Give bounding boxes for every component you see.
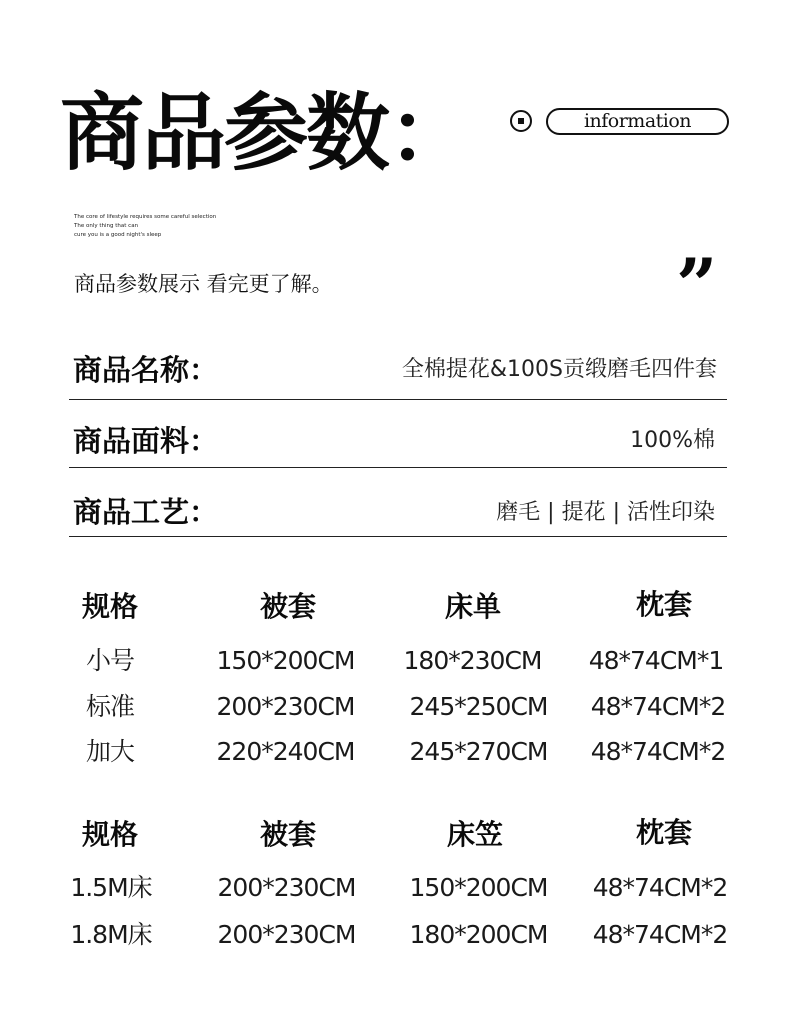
table-cell: 48*74CM*2	[592, 873, 728, 902]
table2-header-duvet: 被套	[259, 818, 316, 851]
tagline-line: cure you is a good night's sleep	[74, 232, 162, 238]
tagline	[74, 213, 294, 240]
spec-value-fabric: 100%棉	[630, 428, 715, 453]
spec-label-craft: 商品工艺：	[73, 495, 219, 529]
table-cell: 加大	[85, 737, 134, 766]
table-cell: 245*270CM	[409, 737, 548, 766]
divider	[69, 399, 727, 400]
divider	[69, 467, 727, 468]
table2-header-fitted-sheet: 床笠	[446, 818, 503, 851]
table-cell: 小号	[85, 646, 134, 675]
table-cell: 48*74CM*2	[590, 692, 726, 721]
table2-header-size: 规格	[81, 818, 138, 851]
table-cell: 1.8M床	[70, 920, 152, 949]
table1-header-size: 规格	[81, 590, 138, 623]
table-cell: 245*250CM	[409, 692, 548, 721]
spec-label-name: 商品名称：	[73, 353, 219, 387]
subtitle: 商品参数展示 看完更了解。	[74, 272, 333, 296]
table1-header-sheet: 床单	[444, 590, 501, 623]
table-cell: 48*74CM*2	[590, 737, 726, 766]
table1-header-pillowcase: 枕套	[635, 588, 692, 621]
table2-header-pillowcase: 枕套	[635, 816, 692, 849]
tagline-line: The core of lifestyle requires some careful selection	[74, 214, 217, 220]
table-cell: 200*230CM	[216, 692, 355, 721]
table-cell: 150*200CM	[216, 646, 355, 675]
table-cell: 200*230CM	[217, 873, 356, 902]
tagline-line: The only thing that can	[74, 223, 139, 229]
table-cell: 1.5M床	[70, 873, 152, 902]
table-cell: 180*200CM	[409, 920, 548, 949]
table-cell: 150*200CM	[409, 873, 548, 902]
divider	[69, 536, 727, 537]
table-cell: 48*74CM*1	[588, 646, 724, 675]
table-cell: 220*240CM	[216, 737, 355, 766]
table-cell: 标准	[85, 692, 134, 721]
page-title: 商品参数：	[60, 83, 471, 182]
quote-mark-icon: ”	[676, 242, 718, 327]
square-dot-icon	[510, 110, 532, 132]
table-cell: 200*230CM	[217, 920, 356, 949]
table-cell: 180*230CM	[403, 646, 542, 675]
table1-header-duvet: 被套	[259, 590, 316, 623]
spec-value-name: 全棉提花&100S贡缎磨毛四件套	[401, 357, 717, 382]
spec-value-craft: 磨毛 | 提花 | 活性印染	[496, 500, 715, 525]
table-cell: 48*74CM*2	[592, 920, 728, 949]
information-badge: information	[546, 108, 729, 135]
spec-label-fabric: 商品面料：	[73, 424, 219, 458]
